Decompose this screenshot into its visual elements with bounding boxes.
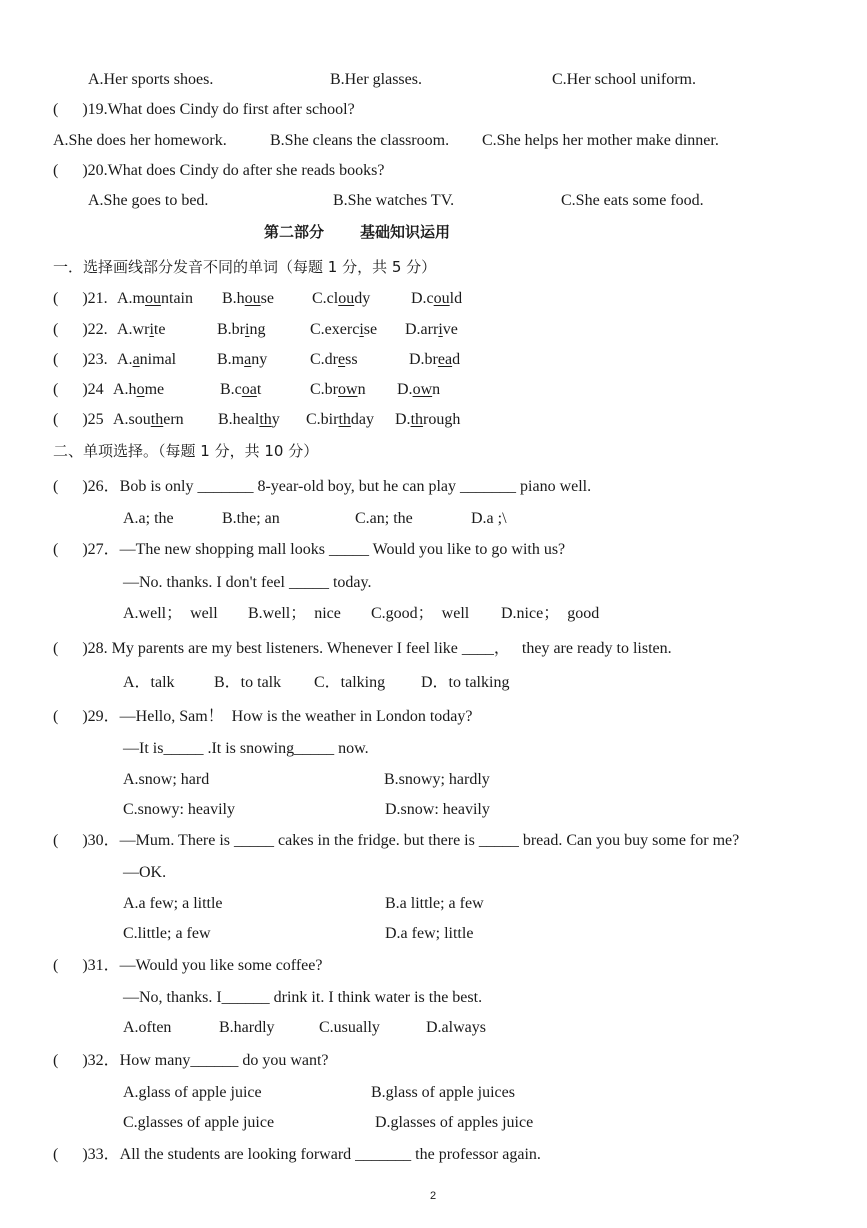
option-prefix: B.heal bbox=[218, 411, 260, 428]
q30-option-b: B.a little; a few bbox=[385, 895, 484, 912]
phonics-option bbox=[306, 410, 374, 430]
option-prefix: B.br bbox=[217, 321, 245, 338]
q31-line2: —No, thanks. I______ drink it. I think water is the best. bbox=[123, 989, 483, 1006]
q33-stem: ( )33．All the students are looking forward _______ the professor again. bbox=[53, 1146, 541, 1163]
option-prefix: D.arr bbox=[405, 321, 439, 338]
phonics-option bbox=[218, 410, 280, 430]
phonics-option bbox=[117, 350, 176, 370]
option-prefix: C.bir bbox=[306, 411, 339, 428]
underlined-letters: th bbox=[259, 411, 272, 428]
option-suffix: ng bbox=[249, 321, 266, 338]
q31-option-a: A.often bbox=[123, 1019, 172, 1036]
option-suffix: n bbox=[357, 381, 366, 398]
q30-option-d: D.a few; little bbox=[385, 925, 474, 942]
phonics-option bbox=[310, 320, 377, 340]
underlined-letters: o bbox=[136, 381, 145, 398]
q31-stem: ( )31．—Would you like some coffee? bbox=[53, 957, 323, 974]
q29-stem: ( )29．—Hello, Sam！ How is the weather in London today? bbox=[53, 708, 473, 725]
option-prefix: C.dr bbox=[310, 351, 338, 368]
option-suffix: day bbox=[350, 411, 375, 428]
option-suffix: nimal bbox=[139, 351, 177, 368]
q28-option-b: B．to talk bbox=[214, 674, 282, 691]
section1-heading: 一．选择画线部分发音不同的单词（每题 1 分，共 5 分） bbox=[53, 258, 437, 276]
underlined-letters: i bbox=[245, 321, 250, 338]
phonics-option bbox=[217, 320, 265, 340]
option-prefix: B.m bbox=[217, 351, 245, 368]
q18-option-a: A.Her sports shoes. bbox=[88, 71, 214, 88]
underlined-letters: ou bbox=[433, 290, 450, 307]
option-prefix: D. bbox=[397, 381, 413, 398]
phonics-question-number: ( )25 bbox=[53, 411, 104, 428]
q18-option-c: C.Her school uniform. bbox=[552, 71, 696, 88]
option-prefix: A.h bbox=[113, 381, 137, 398]
q32-stem: ( )32．How many______ do you want? bbox=[53, 1052, 329, 1069]
option-prefix: A.m bbox=[117, 290, 145, 307]
underlined-letters: th bbox=[338, 411, 351, 428]
underlined-letters: ou bbox=[145, 290, 161, 307]
phonics-option bbox=[220, 380, 261, 400]
q20-option-a: A.She goes to bed. bbox=[88, 192, 209, 209]
option-suffix: y bbox=[271, 411, 280, 428]
phonics-question-number: ( )24 bbox=[53, 381, 104, 398]
q27-option-b: B.well； nice bbox=[248, 605, 341, 622]
option-prefix: D.c bbox=[411, 290, 434, 307]
phonics-option bbox=[310, 380, 366, 400]
option-suffix: te bbox=[153, 321, 166, 338]
q28-stem: ( )28. My parents are my best listeners. Whenever I feel like ____， they are ready to listen. bbox=[53, 640, 672, 657]
q29-line2: —It is_____ .It is snowing_____ now. bbox=[123, 740, 369, 757]
q26-option-d: D.a ;\ bbox=[471, 510, 507, 527]
phonics-option bbox=[397, 380, 440, 400]
option-suffix: ern bbox=[163, 411, 184, 428]
option-prefix: C.cl bbox=[312, 290, 339, 307]
option-prefix: A.sou bbox=[113, 411, 151, 428]
option-prefix: A.wr bbox=[117, 321, 150, 338]
phonics-option bbox=[409, 350, 460, 370]
section2-heading: 二、单项选择。（每题 1 分，共 10 分） bbox=[53, 442, 319, 460]
q30-stem: ( )30．—Mum. There is _____ cakes in the fridge. but there is _____ bread. Can you buy some for me? bbox=[53, 832, 740, 849]
underlined-letters: ea bbox=[437, 351, 453, 368]
q31-option-c: C.usually bbox=[319, 1019, 380, 1036]
underlined-letters: a bbox=[132, 351, 140, 368]
q27-stem: ( )27．—The new shopping mall looks _____ Would you like to go with us? bbox=[53, 541, 566, 558]
underlined-letters: ow bbox=[412, 381, 433, 398]
q32-option-a: A.glass of apple juice bbox=[123, 1084, 262, 1101]
underlined-letters: i bbox=[438, 321, 443, 338]
phonics-option bbox=[117, 289, 193, 309]
phonics-question-number: ( )22. bbox=[53, 321, 108, 338]
option-suffix: d bbox=[452, 351, 461, 368]
page-number: 2 bbox=[430, 1190, 437, 1202]
q20-option-b: B.She watches TV. bbox=[333, 192, 455, 209]
q26-option-b: B.the; an bbox=[222, 510, 280, 527]
part2-subtitle: 基础知识运用 bbox=[360, 223, 451, 241]
underlined-letters: ou bbox=[244, 290, 261, 307]
q29-option-d: D.snow: heavily bbox=[385, 801, 490, 818]
option-suffix: ntain bbox=[161, 290, 193, 307]
option-suffix: se bbox=[260, 290, 274, 307]
underlined-letters: ou bbox=[338, 290, 355, 307]
q32-option-c: C.glasses of apple juice bbox=[123, 1114, 275, 1131]
option-prefix: D.br bbox=[409, 351, 438, 368]
q32-option-d: D.glasses of apples juice bbox=[375, 1114, 534, 1131]
option-prefix: C.br bbox=[310, 381, 338, 398]
q31-option-b: B.hardly bbox=[219, 1019, 275, 1036]
option-suffix: me bbox=[144, 381, 165, 398]
option-prefix: B.h bbox=[222, 290, 245, 307]
underlined-letters: th bbox=[150, 411, 164, 428]
underlined-letters: i bbox=[149, 321, 154, 338]
q27-line2: —No. thanks. I don't feel _____ today. bbox=[123, 574, 372, 591]
option-prefix: D. bbox=[395, 411, 411, 428]
phonics-option bbox=[395, 410, 460, 430]
q18-option-b: B.Her glasses. bbox=[330, 71, 422, 88]
option-suffix: ve bbox=[442, 321, 458, 338]
q27-option-c: C.good； well bbox=[371, 605, 470, 622]
option-suffix: ld bbox=[449, 290, 463, 307]
q26-stem: ( )26．Bob is only _______ 8-year-old boy, but he can play _______ piano well. bbox=[53, 478, 592, 495]
q30-line2: —OK. bbox=[123, 864, 167, 881]
q29-option-c: C.snowy: heavily bbox=[123, 801, 235, 818]
phonics-option bbox=[405, 320, 458, 340]
phonics-option bbox=[310, 350, 358, 370]
q30-option-c: C.little; a few bbox=[123, 925, 211, 942]
q26-option-a: A.a; the bbox=[123, 510, 174, 527]
phonics-option bbox=[113, 380, 164, 400]
option-suffix: ny bbox=[251, 351, 268, 368]
underlined-letters: oa bbox=[241, 381, 257, 398]
q28-option-d: D．to talking bbox=[421, 674, 510, 691]
q28-option-a: A．talk bbox=[123, 674, 175, 691]
underlined-letters: th bbox=[410, 411, 424, 428]
phonics-question-number: ( )23. bbox=[53, 351, 108, 368]
q29-option-a: A.snow; hard bbox=[123, 771, 210, 788]
underlined-letters: ow bbox=[338, 381, 358, 398]
phonics-question-number: ( )21. bbox=[53, 290, 108, 307]
phonics-option bbox=[117, 320, 165, 340]
q28-option-c: C．talking bbox=[314, 674, 386, 691]
q20-option-c: C.She eats some food. bbox=[561, 192, 704, 209]
phonics-option bbox=[312, 289, 370, 309]
underlined-letters: i bbox=[359, 321, 364, 338]
q19-option-b: B.She cleans the classroom. bbox=[270, 132, 450, 149]
phonics-option bbox=[411, 289, 462, 309]
q20-stem: ( )20.What does Cindy do after she reads books? bbox=[53, 162, 385, 179]
option-prefix: B.c bbox=[220, 381, 242, 398]
underlined-letters: e bbox=[338, 351, 346, 368]
phonics-option bbox=[222, 289, 274, 309]
option-suffix: ss bbox=[345, 351, 358, 368]
q19-stem: ( )19.What does Cindy do first after school? bbox=[53, 101, 355, 118]
q26-option-c: C.an; the bbox=[355, 510, 413, 527]
phonics-option bbox=[217, 350, 267, 370]
phonics-option bbox=[113, 410, 184, 430]
part2-title: 第二部分 bbox=[264, 223, 325, 241]
option-suffix: t bbox=[256, 381, 262, 398]
q19-option-c: C.She helps her mother make dinner. bbox=[482, 132, 719, 149]
q30-option-a: A.a few; a little bbox=[123, 895, 223, 912]
q29-option-b: B.snowy; hardly bbox=[384, 771, 490, 788]
option-suffix: n bbox=[432, 381, 441, 398]
q19-option-a: A.She does her homework. bbox=[53, 132, 227, 149]
option-suffix: se bbox=[363, 321, 378, 338]
q27-option-a: A.well； well bbox=[123, 605, 218, 622]
q27-option-d: D.nice； good bbox=[501, 605, 600, 622]
q31-option-d: D.always bbox=[426, 1019, 486, 1036]
q32-option-b: B.glass of apple juices bbox=[371, 1084, 515, 1101]
option-suffix: rough bbox=[423, 411, 461, 428]
option-prefix: C.exerc bbox=[310, 321, 360, 338]
option-suffix: dy bbox=[354, 290, 371, 307]
underlined-letters: a bbox=[244, 351, 252, 368]
option-prefix: A. bbox=[117, 351, 133, 368]
